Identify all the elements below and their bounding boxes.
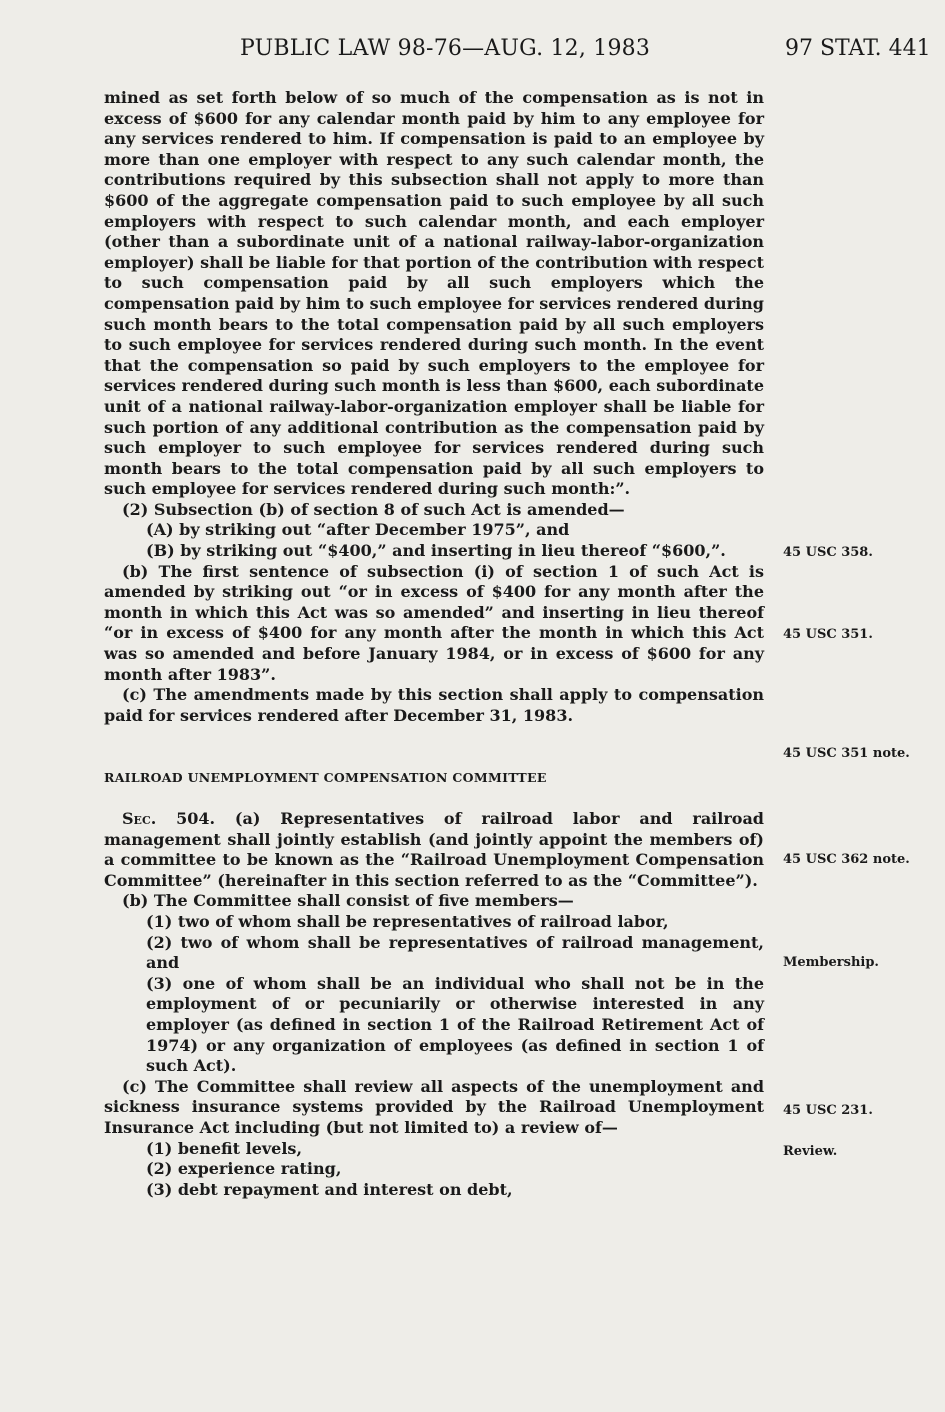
paragraph-subsection-2: (2) Subsection (b) of section 8 of such Act is amended— [122, 499, 625, 519]
review-item-3: (3) debt repayment and interest on debt, [146, 1179, 513, 1199]
page-header-stat: 97 STAT. 441 [785, 36, 931, 61]
page-header-title: PUBLIC LAW 98-76—AUG. 12, 1983 [240, 36, 651, 61]
margin-note-45-usc-351: 45 USC 351. [783, 627, 873, 642]
paragraph-continuation: mined as set forth below of so much of the compensation as is not in excess of $600 for any calendar month paid by him to any employee for any services rendered to him. If compensation is paid to an employee by more than one employer with respect to any such calendar month, the contributions required by this subsection shall not apply to more than $600 of the aggregate compensation paid to such employee by all such employers with respect to such calendar month, and each employer (other than a subordinate unit of a national railway-labor-organization employer) shall be liable for that portion of the contribution with respect to such compensation paid by all such employers which the compensation paid by him to such employee for services rendered during such month bears to the total compensation paid by all such employers to such employee for services rendered during such month. In the event that the compensation so paid by such employers to the employee for services rendered during such month is less than $600, each subordinate unit of a national railway-labor-organization employer shall be liable for such portion of any additional contribution as the compensation paid by such employer to such employee for services rendered during such month bears to the total compensation paid by all such employers to such employee for services rendered during such month:”. [104, 88, 764, 499]
paragraph-sec-504-c: (c) The Committee shall review all aspects of the unemployment and sickness insurance systems provided by the Railroad Unemployment Insurance Act including (but not limited to) a review of— [104, 1076, 764, 1137]
section-heading: RAILROAD UNEMPLOYMENT COMPENSATION COMMITTEE [104, 770, 547, 786]
body-text [104, 88, 764, 1200]
section-label: Sec. [122, 809, 157, 828]
paragraph-b: (b) The first sentence of subsection (i) of section 1 of such Act is amended by striking out “or in excess of $400 for any month after the month in which this Act was so amended” and inserting in lieu thereof “or in excess of $400 for any month after the month in which this Act was so amended and before January 1984, or in excess of $600 for any month after 1983”. [104, 561, 764, 684]
paragraph-c: (c) The amendments made by this section shall apply to compensation paid for services rendered after December 31, 1983. [104, 685, 764, 725]
margin-note-45-usc-351-note: 45 USC 351 note. [783, 746, 910, 761]
paragraph-sec-504-b: (b) The Committee shall consist of five members— [122, 891, 574, 911]
margin-note-45-usc-362-note: 45 USC 362 note. [783, 852, 910, 867]
margin-note-membership: Membership. [783, 955, 879, 970]
item-3: (3) one of whom shall be an individual who shall not be in the employment of or pecuniarily or otherwise interested in any employer (as defined in section 1 of the Railroad Retirement Act of 1974) or any organization of employees (as defined in section 1 of such Act). [146, 973, 764, 1076]
margin-note-45-usc-231: 45 USC 231. [783, 1103, 873, 1118]
paragraph-sec-504-a [104, 809, 764, 891]
clause-b: (B) by striking out “$400,” and inserting in lieu thereof “$600,”. [146, 541, 726, 561]
clause-a: (A) by striking out “after December 1975”, and [146, 520, 570, 540]
review-item-2: (2) experience rating, [146, 1159, 342, 1179]
margin-note-45-usc-358: 45 USC 358. [783, 545, 873, 560]
item-2: (2) two of whom shall be representatives of railroad management, and [146, 932, 764, 973]
item-1: (1) two of whom shall be representatives of railroad labor, [146, 911, 669, 931]
margin-note-review: Review. [783, 1144, 838, 1159]
review-item-1: (1) benefit levels, [146, 1138, 303, 1158]
section-504-text: 504. (a) Representatives of railroad labor and railroad management shall jointly establish (and jointly appoint the members of) a committee to be known as the “Railroad Unemployment Compensation Committee” (hereinafter in this section referred to as the “Committee”). [104, 809, 764, 890]
